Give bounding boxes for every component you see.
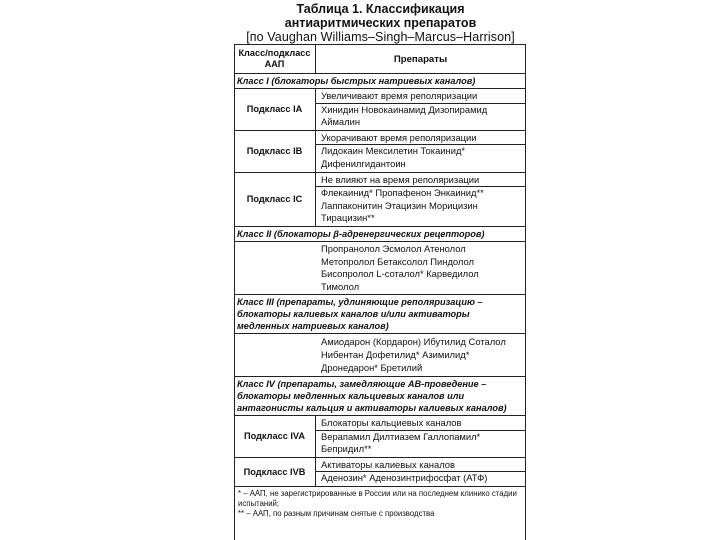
drug-line: Бисопролол L-соталол* Карведилол (321, 268, 479, 280)
subclass-ib-drugs (316, 131, 525, 172)
drug-line: Нибентан Дофетилид* Азимилид* (321, 348, 470, 360)
drug-line: Блокаторы кальциевых каналов (316, 417, 525, 431)
drug-line: Не влияют на время реполяризации (316, 174, 525, 188)
drug-line: Дифенилгидантоин (321, 157, 406, 169)
drug-line: Верапамил Дилтиазем Галлопамил* (321, 430, 481, 442)
drug-line: Дронедарон* Бретилий (321, 361, 423, 373)
title-line-1: Таблица 1. Классификация (296, 2, 465, 16)
subclass-ic-label: Подкласс IC (234, 173, 316, 226)
drug-line: Метопролол Бетаксолол Пиндолол (321, 255, 474, 267)
drug-line: Пропранолол Эсмолол Атенолол (321, 242, 466, 254)
subclass-ic-drugs (316, 173, 525, 226)
class-2-title: Класс II (блокаторы β-адренергических рецепторов) (234, 227, 525, 242)
drug-line: Аймалин (321, 116, 361, 128)
footnote-1: * – ААП, не зарегистрированные в России или на последнем клинико стадии испытаний; (238, 489, 517, 509)
subclass-iva-label: Подкласс IVA (234, 416, 316, 457)
subclass-ia-row (234, 89, 525, 131)
drug-line: Хинидин Новокаинамид Дизопирамид (321, 103, 488, 115)
drug-line: Флекаинид* Пропафенон Энкаинид** (321, 187, 484, 199)
class-2-drugs (234, 242, 525, 295)
drug-line: Укорачивают время реполяризации (316, 132, 525, 146)
subclass-ia-label: Подкласс IA (234, 89, 316, 130)
subclass-ivb-label: Подкласс IVB (234, 458, 316, 486)
table-header (234, 45, 525, 74)
subclass-ivb-row (234, 458, 525, 487)
drug-line: Активаторы калиевых каналов (316, 459, 525, 473)
table-right-border (525, 44, 526, 540)
footnotes (234, 487, 525, 521)
subclass-ia-drugs (316, 89, 525, 130)
classification-table (234, 44, 525, 521)
drug-line: Увеличивают время реполяризации (316, 90, 525, 104)
document-page (232, 0, 529, 540)
class-4-title: Класс IV (препараты, замедляющие АВ-проведение – блокаторы медленных кальциевых каналов или антагонисты кальция и активаторы калиевых каналов) (234, 377, 525, 416)
class-1-title: Класс I (блокаторы быстрых натриевых каналов) (234, 74, 525, 89)
drug-line: Тимолол (321, 280, 360, 292)
drug-line: Тирацизин** (321, 212, 375, 224)
subclass-iva-drugs (316, 416, 525, 457)
subclass-iva-row (234, 416, 525, 458)
class-3-title: Класс III (препараты, удлиняющие реполяризацию – блокаторы калиевых каналов и/или активаторы медленных натриевых каналов) (234, 295, 525, 334)
subclass-ivb-drugs (316, 458, 525, 486)
drug-line: Аденозин* Аденозинтрифосфат (АТФ) (321, 472, 488, 484)
title-line-2: антиаритмических препаратов (284, 16, 477, 30)
table-title (232, 0, 529, 44)
drug-line: Лидокаин Мексилетин Токаинид* (321, 145, 466, 157)
drug-line: Амиодарон (Кордарон) Ибутилид Соталол (321, 336, 506, 348)
subclass-ib-label: Подкласс IB (234, 131, 316, 172)
subclass-ib-row (234, 131, 525, 173)
footnote-2: ** – ААП, по разным причинам снятые с производства (238, 509, 435, 519)
subclass-ic-row (234, 173, 525, 227)
drug-line: Лаппаконитин Этацизин Морицизин (321, 199, 478, 211)
class-3-drugs (234, 334, 525, 377)
drug-line: Бепридил** (321, 443, 372, 455)
header-drugs: Препараты (393, 54, 448, 65)
header-class: Класс/подкласс ААП (234, 45, 316, 73)
title-line-3: [по Vaughan Williams–Singh–Marcus–Harrison] (246, 30, 515, 44)
